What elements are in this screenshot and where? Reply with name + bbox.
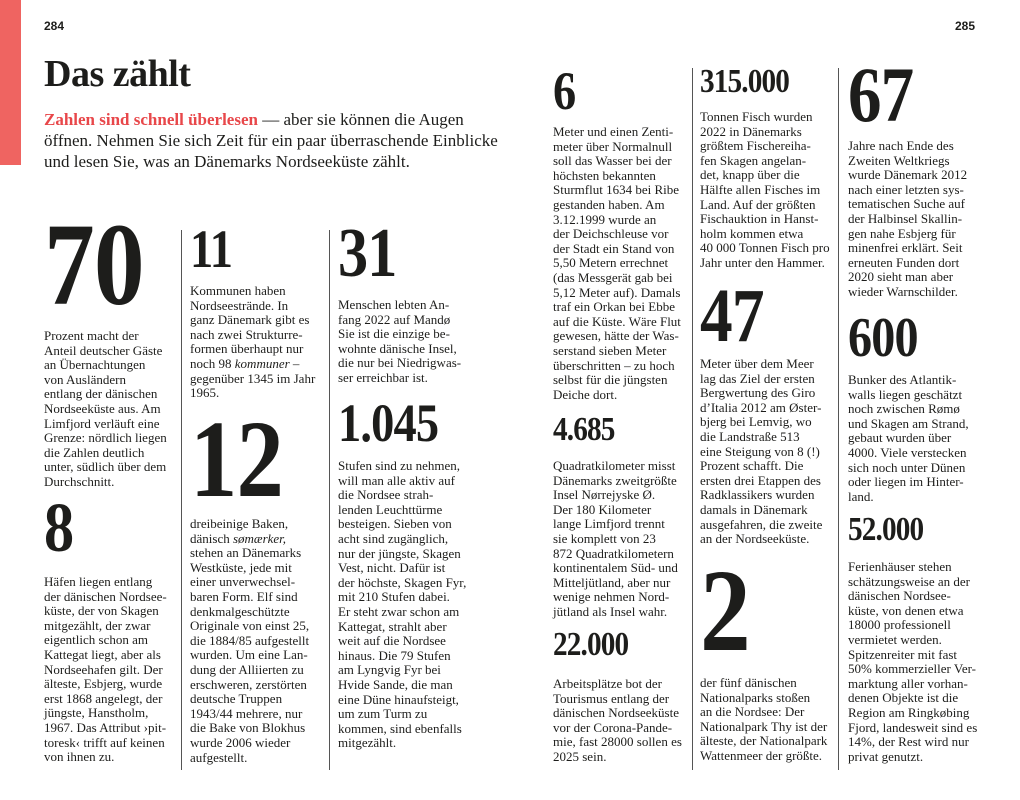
- text-line: Durchschnitt.: [44, 473, 115, 489]
- text-line: älteste, Esbjerg, wurde: [44, 676, 163, 692]
- text-line: ganz Dänemark gibt es: [190, 312, 310, 328]
- text-line: die Bake von Blokhus: [190, 720, 306, 736]
- text-line: Land. Auf der größten: [700, 196, 816, 212]
- fact-70: [44, 199, 167, 489]
- fact-52000: [848, 511, 978, 764]
- fact-number: 1.045: [338, 393, 439, 453]
- column-divider: [838, 68, 839, 770]
- text-line: sich noch unter Dünen: [848, 459, 966, 475]
- text-line: Nordseestrände. In: [190, 297, 289, 313]
- text-line: wurden. Um eine Lan-: [190, 647, 308, 663]
- text-line: 2022 in Dänemarks: [700, 123, 802, 139]
- text-line: 2025 sein.: [553, 748, 607, 764]
- fact-number: 31: [338, 215, 397, 292]
- text-line: erst 1868 angelegt, der: [44, 690, 163, 706]
- text-line: Nationalparks stoßen: [700, 689, 811, 705]
- text-line: denen Objekte ist die: [848, 690, 959, 706]
- text-line: mit 210 Stufen dabei.: [338, 589, 450, 605]
- text-line: der Stadt ein Stand von: [553, 240, 675, 256]
- text-line: der Deichschleuse vor: [553, 226, 669, 242]
- text-line: an die Nordsee: Der: [700, 704, 805, 720]
- text-line: Bunker des Atlantik-: [848, 372, 957, 387]
- text-line: ser erreichbar ist.: [338, 369, 428, 385]
- text-line: am Lyngvig Fyr bei: [338, 662, 441, 678]
- text-line: [190, 357, 315, 372]
- text-line: höchsten bekannten: [553, 167, 656, 183]
- text-line: Wattenmeer der größte.: [700, 747, 823, 763]
- text-line: Quadratkilometer misst: [553, 458, 676, 473]
- fact-description: [190, 517, 309, 765]
- text-line: lange Limfjord trennt: [553, 516, 665, 532]
- text-line: aufgestellt.: [190, 749, 248, 765]
- text-line: jüngste, Hanstholm,: [44, 705, 149, 721]
- text-line: [190, 532, 309, 547]
- column-divider: [692, 68, 693, 770]
- fact-description: [848, 139, 967, 300]
- text-line: Prozent macht der: [44, 328, 139, 343]
- text-line: noch zwischen Rømø: [848, 401, 960, 417]
- text-line: oder liegen im Hinter-: [848, 474, 964, 490]
- text-line: nach zwei Strukturre-: [190, 326, 303, 342]
- text-line: 18000 professionell: [848, 617, 951, 633]
- text-segment: –: [289, 355, 300, 371]
- text-line: dreibeinige Baken,: [190, 516, 289, 531]
- text-line: Hvide Sande, die man: [338, 676, 453, 692]
- text-line: Grenze: nördlich liegen: [44, 430, 167, 446]
- text-line: weit auf die Nordsee: [338, 633, 446, 649]
- fact-number: 11: [190, 219, 233, 279]
- text-line: auf die Küste. Wäre Flut: [553, 313, 681, 329]
- text-line: ersten drei Etappen des: [700, 472, 821, 488]
- text-line: gestanden haben. Am: [553, 196, 665, 212]
- text-line: fen Skagen angelan-: [700, 152, 807, 168]
- text-line: acht sind zugänglich,: [338, 530, 449, 546]
- intro-highlight: Zahlen sind schnell überlesen: [44, 110, 258, 129]
- text-line: lenden Leuchttürme: [338, 501, 443, 517]
- fact-number: 52.000: [848, 511, 924, 548]
- page-number-left: 284: [44, 19, 65, 33]
- text-line: vermietet werden.: [848, 631, 942, 647]
- text-line: Westküste, jede mit: [190, 559, 292, 575]
- text-line: wurde Dänemark 2012: [848, 167, 968, 183]
- fact-1045: [338, 393, 467, 751]
- text-line: die Nordsee strah-: [338, 487, 434, 503]
- text-line: die Landstraße 513: [700, 428, 800, 444]
- fact-description: [700, 110, 830, 271]
- text-line: dänischen Nordseeküste: [553, 705, 679, 721]
- fact-number: 6: [553, 61, 576, 121]
- text-line: nur der jüngste, Skagen: [338, 545, 461, 561]
- text-line: mie, fast 28000 sollen es: [553, 734, 682, 750]
- fact-number: 70: [44, 199, 144, 330]
- fact-12: [190, 398, 310, 765]
- text-line: Ferienhäuser stehen: [848, 559, 952, 574]
- text-line: mitgezählt, der zwar: [44, 617, 151, 633]
- text-line: unter, südlich über dem: [44, 459, 167, 475]
- text-line: erneuten Funden dort: [848, 254, 960, 270]
- fact-22000: [553, 626, 682, 764]
- text-line: Jahre nach Ende des: [848, 138, 954, 153]
- page-title: Das zählt: [44, 53, 191, 95]
- text-line: 1967. Das Attribut ›pit-: [44, 719, 167, 735]
- text-line: gewesen, hätte der Was-: [553, 328, 679, 344]
- text-line: eigentlich schon am: [44, 632, 148, 648]
- text-line: meter über Normalnull: [553, 138, 673, 154]
- text-line: det, knapp über die: [700, 167, 800, 183]
- fact-number: 8: [44, 490, 74, 567]
- text-line: hinaus. Die 79 Stufen: [338, 647, 451, 663]
- text-line: 50% kommerzieller Ver-: [848, 661, 977, 677]
- text-line: Spitzenreiter mit fast: [848, 646, 958, 662]
- text-line: baren Form. Elf sind: [190, 588, 298, 604]
- text-line: Nationalpark Thy ist der: [700, 718, 828, 734]
- text-line: Kommunen haben: [190, 283, 286, 298]
- text-segment: dänisch: [190, 530, 233, 546]
- text-line: denkmalgeschützte: [190, 603, 290, 619]
- text-line: jütland als Insel wahr.: [553, 603, 668, 619]
- text-line: marktung aller vorhan-: [848, 675, 968, 691]
- text-line: entlang der dänischen: [44, 386, 158, 402]
- text-line: vor der Corona-Pande-: [553, 719, 673, 735]
- fact-67: [848, 51, 968, 299]
- text-line: bjerg bei Lemvig, wo: [700, 414, 812, 430]
- text-line: wurde 2006 wieder: [190, 734, 291, 750]
- fact-description: [44, 329, 167, 490]
- text-line: 14%, der Rest wird nur: [848, 734, 969, 750]
- text-line: fang 2022 auf Mandø: [338, 311, 451, 327]
- text-line: Meter und einen Zenti-: [553, 124, 674, 139]
- text-line: Jahr unter den Hammer.: [700, 254, 825, 270]
- text-line: von Ausländern: [44, 371, 126, 387]
- text-line: sie komplett von 23: [553, 530, 656, 546]
- text-line: 1943/44 mehrere, nur: [190, 705, 303, 721]
- text-line: Originale von einst 25,: [190, 618, 310, 634]
- text-line: formen überhaupt nur: [190, 341, 304, 357]
- text-line: die 1884/85 aufgestellt: [190, 632, 310, 648]
- fact-number: 12: [190, 398, 283, 520]
- text-line: Tourismus entlang der: [553, 690, 670, 706]
- text-line: Häfen liegen entlang: [44, 574, 153, 589]
- text-line: Zweiten Weltkriegs: [848, 152, 950, 168]
- fact-315000: [700, 63, 830, 270]
- text-line: Tonnen Fisch wurden: [700, 109, 813, 124]
- italic-term: kommuner: [234, 355, 290, 371]
- intro-paragraph: [44, 109, 514, 172]
- text-line: Region am Ringkøbing: [848, 704, 970, 720]
- text-line: Limfjord verläuft eine: [44, 415, 160, 431]
- text-line: schätzungsweise an der: [848, 573, 971, 589]
- text-line: soll das Wasser bei der: [553, 153, 672, 169]
- text-line: holm kommen etwa: [700, 225, 804, 241]
- fact-description: [848, 560, 977, 764]
- text-line: Nordseeküste aus. Am: [44, 400, 161, 416]
- text-line: 2020 sieht man aber: [848, 269, 954, 285]
- text-line: minenfrei erklärt. Seit: [848, 240, 963, 256]
- page-number-right: 285: [955, 19, 976, 33]
- fact-description: [553, 677, 682, 765]
- fact-description: [338, 298, 461, 386]
- text-line: mitgezählt.: [338, 735, 397, 751]
- fact-number: 2: [700, 545, 750, 676]
- fact-6: [553, 61, 681, 402]
- text-line: der dänischen Nordsee-: [44, 588, 167, 604]
- text-line: Kattegat liegt, aber als: [44, 646, 161, 662]
- text-line: 5,12 Meter auf). Damals: [553, 284, 681, 300]
- text-line: d’Italia 2012 am Øster-: [700, 399, 822, 415]
- text-line: traf ein Orkan bei Ebbe: [553, 299, 676, 315]
- text-line: 4000. Viele verstecken: [848, 444, 967, 460]
- text-line: damals in Dänemark: [700, 501, 808, 517]
- text-line: an der Nordseeküste.: [700, 531, 810, 547]
- text-line: und Skagen am Strand,: [848, 415, 969, 431]
- fact-number: 4.685: [553, 411, 615, 448]
- text-line: Der 180 Kilometer: [553, 501, 652, 517]
- text-line: walls liegen geschätzt: [848, 386, 963, 402]
- accent-bar: [0, 0, 21, 165]
- text-line: gegenüber 1345 im Jahr: [190, 370, 316, 386]
- text-line: Fjord, landesweit sind es: [848, 719, 978, 735]
- text-line: überschritten – zu hoch: [553, 357, 675, 373]
- intro-text: — aber sie können die Augen öffnen. Nehmen Sie sich Zeit für ein paar überraschende Einblicke und lesen Sie, was an Dänemarks Nordseeküste zählt.: [44, 110, 498, 171]
- fact-600: [848, 307, 969, 504]
- text-line: wieder Warnschilder.: [848, 283, 958, 299]
- fact-31: [338, 215, 462, 385]
- fact-number: 315.000: [700, 63, 790, 100]
- text-line: küste, der von Skagen: [44, 603, 159, 619]
- italic-term: sømærker,: [232, 530, 287, 546]
- text-line: größtem Fischereiha-: [700, 138, 811, 154]
- text-line: Deiche dort.: [553, 386, 618, 402]
- text-line: von ihnen zu.: [44, 749, 115, 765]
- text-segment: noch 98: [190, 355, 235, 371]
- text-line: 3.12.1999 wurde an: [553, 211, 657, 227]
- text-line: Insel Nørrejyske Ø.: [553, 487, 656, 503]
- text-line: privat genutzt.: [848, 748, 924, 764]
- text-line: an Übernachtungen: [44, 357, 146, 373]
- text-line: dänischen Nordsee-: [848, 588, 951, 604]
- text-line: Meter über dem Meer: [700, 356, 814, 371]
- text-line: deutsche Truppen: [190, 691, 283, 707]
- fact-description: [44, 575, 167, 765]
- text-line: (das Messgerät gab bei: [553, 269, 673, 285]
- text-line: erschweren, zerstörten: [190, 676, 307, 692]
- text-line: um zum Turm zu: [338, 706, 428, 722]
- text-line: wenige nehmen Nord-: [553, 589, 670, 605]
- text-line: wohnte dänische Insel,: [338, 340, 457, 356]
- fact-4685: [553, 411, 678, 619]
- text-line: dung der Alliierten zu: [190, 661, 304, 677]
- text-line: Sie ist die einzige be-: [338, 326, 450, 342]
- fact-description: [190, 284, 315, 401]
- column-divider: [329, 230, 330, 770]
- column-divider: [181, 230, 182, 770]
- text-line: Sturmflut 1634 bei Ribe: [553, 182, 680, 198]
- text-line: Hälfte allen Fisches im: [700, 181, 821, 197]
- text-line: stehen an Dänemarks: [190, 545, 302, 561]
- text-line: 5,50 Metern errechnet: [553, 255, 669, 271]
- fact-description: [700, 357, 822, 547]
- text-line: tematischen Suche auf: [848, 196, 965, 212]
- text-line: kontinentalem Süd- und: [553, 560, 678, 576]
- text-line: die Zahlen deutlich: [44, 444, 145, 460]
- text-line: toresk‹ trifft auf keinen: [44, 734, 165, 750]
- fact-description: [338, 459, 466, 751]
- fact-47: [700, 274, 823, 547]
- text-line: älteste, der Nationalpark: [700, 733, 828, 749]
- text-line: eine Düne hinaufsteigt,: [338, 691, 459, 707]
- text-line: einer unverwechsel-: [190, 574, 296, 590]
- text-line: die nur bei Niedrigwas-: [338, 355, 462, 371]
- text-line: will man alle aktiv auf: [338, 472, 455, 488]
- text-line: Vest, nicht. Dafür ist: [338, 560, 446, 576]
- fact-number: 22.000: [553, 626, 629, 663]
- text-line: besteigen. Sieben von: [338, 516, 452, 532]
- text-line: der höchste, Skagen Fyr,: [338, 574, 467, 590]
- fact-number: 600: [848, 307, 918, 369]
- text-line: Arbeitsplätze bot der: [553, 676, 663, 691]
- text-line: Radklassikers wurden: [700, 487, 815, 503]
- text-line: Nordseehafen gilt. Der: [44, 661, 163, 677]
- text-line: Fischauktion in Hanst-: [700, 211, 819, 227]
- text-line: 1965.: [190, 385, 220, 401]
- text-line: 872 Quadratkilometern: [553, 545, 674, 561]
- text-line: gen nahe Esbjerg für: [848, 225, 956, 241]
- fact-11: [190, 219, 316, 401]
- text-line: Anteil deutscher Gäste: [44, 342, 163, 358]
- text-line: selbst für die jüngsten: [553, 372, 668, 388]
- text-line: ausgefahren, die zweite: [700, 516, 823, 532]
- text-line: Dänemarks zweitgrößte: [553, 472, 677, 488]
- fact-number: 47: [700, 274, 764, 358]
- text-line: Prozent schafft. Die: [700, 458, 804, 474]
- text-line: Kattegat, strahlt aber: [338, 618, 447, 634]
- text-line: Er steht zwar schon am: [338, 603, 460, 619]
- text-line: Bergwertung des Giro: [700, 385, 816, 401]
- fact-description: [700, 676, 827, 764]
- fact-8: [44, 490, 167, 765]
- text-line: Mitteljütland, aber nur: [553, 574, 671, 590]
- text-line: küste, von denen etwa: [848, 602, 964, 618]
- text-line: gebaut wurden über: [848, 430, 952, 446]
- fact-2: [700, 545, 828, 763]
- text-line: 40 000 Tonnen Fisch pro: [700, 240, 830, 256]
- text-line: der fünf dänischen: [700, 675, 797, 690]
- text-line: serstand sieben Meter: [553, 342, 667, 358]
- fact-number: 67: [848, 51, 914, 138]
- text-line: kommen, sind ebenfalls: [338, 720, 462, 736]
- text-line: nach einer letzten sys-: [848, 181, 964, 197]
- fact-description: [553, 459, 678, 620]
- text-line: Stufen sind zu nehmen,: [338, 458, 461, 473]
- fact-description: [848, 373, 969, 504]
- text-line: Menschen lebten An-: [338, 297, 450, 312]
- text-line: lag das Ziel der ersten: [700, 370, 815, 386]
- fact-description: [553, 125, 681, 402]
- text-line: eine Steigung von 8 (!): [700, 443, 820, 459]
- text-line: der Halbinsel Skallin-: [848, 210, 963, 226]
- text-line: land.: [848, 488, 874, 504]
